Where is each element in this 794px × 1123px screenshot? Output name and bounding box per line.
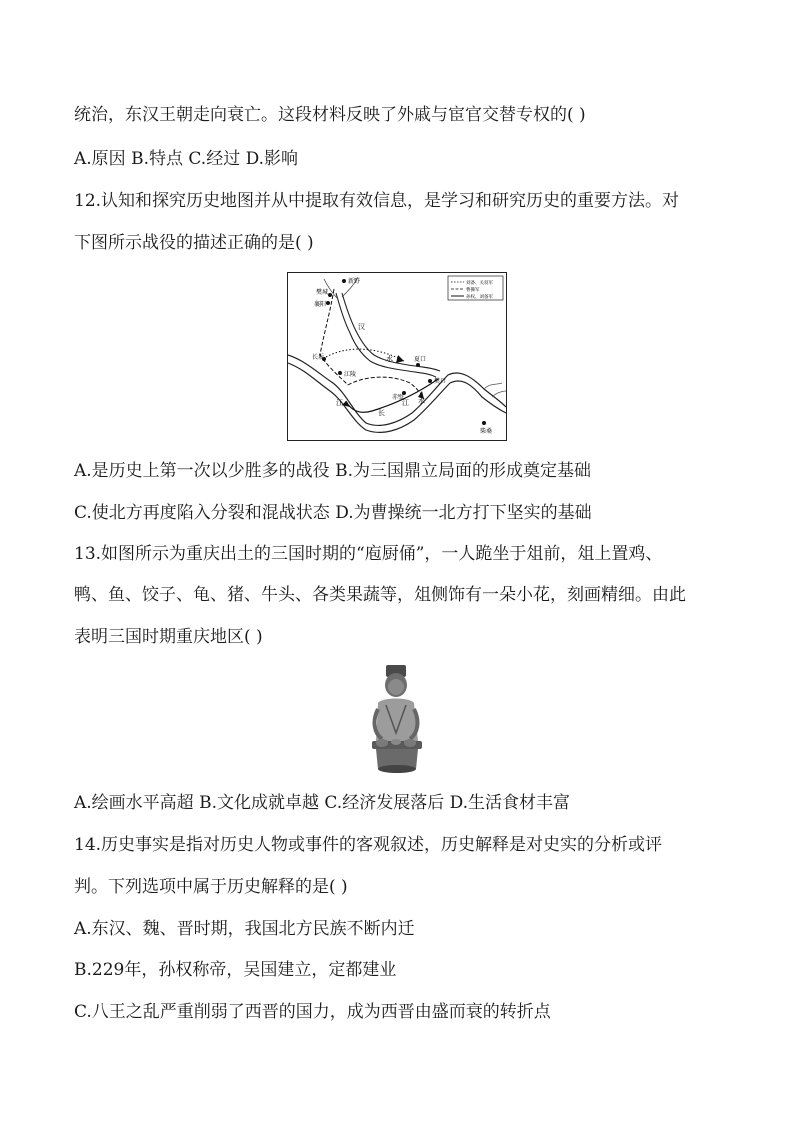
place-label: 夏口 [414,356,427,363]
river-label: 水 [418,397,425,405]
place-label: 赤壁 [392,394,405,401]
legend-label: 孙权、刘备军 [466,295,493,300]
place-label: 长坂 [312,354,325,361]
place-label: 樊城 [316,289,329,296]
river-label: 汉 [358,323,365,331]
line-13: B.229年，孙权称帝，吴国建立，定都建业 [74,960,397,980]
river-label: 江 [336,399,343,407]
line-8: 表明三国时期重庆地区( ) [74,627,263,647]
place-label: 柴桑 [480,428,493,435]
place-label: 樊口 [434,378,447,385]
line-11: 判。下列选项中属于历史解释的是( ) [74,877,348,897]
legend-label: 刘备、关羽军 [466,281,493,286]
line-4: A.是历史上第一次以少胜多的战役 B.为三国鼎立局面的形成奠定基础 [74,461,591,481]
battle-map-svg [288,273,506,440]
river-label: 江 [402,399,409,407]
river-label: 长 [378,409,385,417]
line-7: 鸭、鱼、饺子、龟、猪、牛头、各类果蔬等，俎侧饰有一朵小花，刻画精细。由此 [74,585,686,605]
place-label: 新野 [348,278,361,285]
line-3: 下图所示战役的描述正确的是( ) [74,233,314,253]
place-label: 襄阳 [314,301,327,308]
line-1: A.原因 B.特点 C.经过 D.影响 [74,149,299,169]
line-10: 14.历史事实是指对历史人物或事件的客观叙述，历史解释是对史实的分析或评 [74,835,663,855]
line-14: C.八王之乱严重削弱了西晋的国力，成为西晋由盛而衰的转折点 [74,1002,551,1022]
place-label: 江陵 [344,371,357,378]
kitchen-figurine-image [368,663,426,775]
line-0: 统治，东汉王朝走向衰亡。这段材料反映了外戚与宦官交替专权的( ) [74,105,586,125]
legend-label: 曹操军 [466,288,480,293]
line-5: C.使北方再度陷入分裂和混战状态 D.为曹操统一北方打下坚实的基础 [74,503,592,523]
line-6: 13.如图所示为重庆出土的三国时期的“庖厨俑”，一人跪坐于俎前，俎上置鸡、 [74,544,663,564]
battle-map-figure [287,272,507,441]
figurine-svg [368,663,426,775]
river-label: 水 [386,355,393,363]
line-2: 12.认知和探究历史地图并从中提取有效信息，是学习和研究历史的重要方法。对 [74,191,680,211]
line-12: A.东汉、魏、晋时期，我国北方民族不断内迁 [74,919,415,939]
line-9: A.绘画水平高超 B.文化成就卓越 C.经济发展落后 D.生活食材丰富 [74,793,571,813]
